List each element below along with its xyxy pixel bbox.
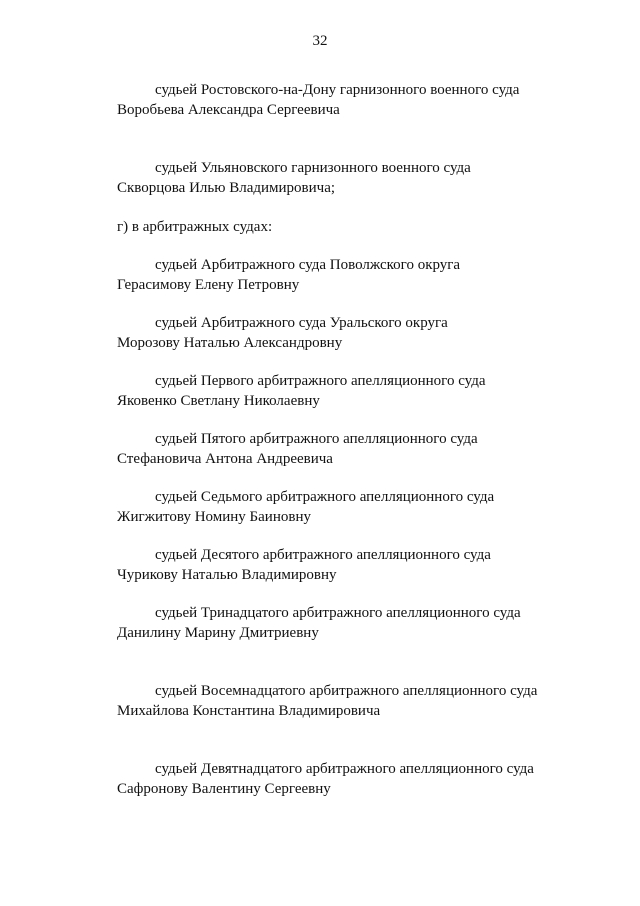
appointee-name: Воробьева Александра Сергеевича: [117, 102, 340, 118]
appointment-entry: [0, 759, 640, 799]
appointment-entry: [0, 371, 640, 411]
appointment-entry: [0, 545, 640, 585]
appointment-entry: [0, 681, 640, 721]
appointment-position: судьей Восемнадцатого арбитражного апелляционного суда: [155, 683, 538, 699]
appointment-position: судьей Первого арбитражного апелляционного суда: [155, 373, 486, 389]
appointee-name: Михайлова Константина Владимировича: [117, 703, 381, 719]
appointee-name: Жигжитову Номину Баиновну: [117, 509, 311, 525]
page-number: 32: [312, 33, 328, 49]
appointment-entry: [0, 603, 640, 643]
appointment-position: судьей Арбитражного суда Поволжского округа: [155, 257, 461, 273]
appointment-position: судьей Ростовского-на-Дону гарнизонного военного суда: [155, 82, 520, 98]
appointment-entry: [0, 487, 640, 527]
appointee-name: Стефановича Антона Андреевича: [117, 451, 333, 467]
section-heading: г) в арбитражных судах:: [117, 219, 273, 235]
appointment-entry: [0, 429, 640, 469]
appointee-name: Данилину Марину Дмитриевну: [117, 625, 319, 641]
appointee-name: Скворцова Илью Владимировича;: [117, 180, 336, 196]
appointee-name: Чурикову Наталью Владимировну: [117, 567, 337, 583]
appointment-entry: [0, 80, 640, 120]
appointment-position: судьей Пятого арбитражного апелляционного суда: [155, 431, 478, 447]
appointment-position: судьей Девятнадцатого арбитражного апелляционного суда: [155, 761, 534, 777]
appointment-position: судьей Седьмого арбитражного апелляционного суда: [155, 489, 495, 505]
appointment-position: судьей Ульяновского гарнизонного военного суда: [155, 160, 471, 176]
appointee-name: Сафронову Валентину Сергеевну: [117, 781, 331, 797]
appointee-name: Яковенко Светлану Николаевну: [117, 393, 320, 409]
appointment-entry: [0, 255, 640, 295]
appointment-position: судьей Арбитражного суда Уральского округа: [155, 315, 448, 331]
appointee-name: Морозову Наталью Александровну: [117, 335, 343, 351]
appointment-position: судьей Тринадцатого арбитражного апелляционного суда: [155, 605, 521, 621]
appointee-name: Герасимову Елену Петровну: [117, 277, 300, 293]
appointment-position: судьей Десятого арбитражного апелляционного суда: [155, 547, 491, 563]
appointment-entry: [0, 158, 640, 198]
appointment-entry: [0, 313, 640, 353]
